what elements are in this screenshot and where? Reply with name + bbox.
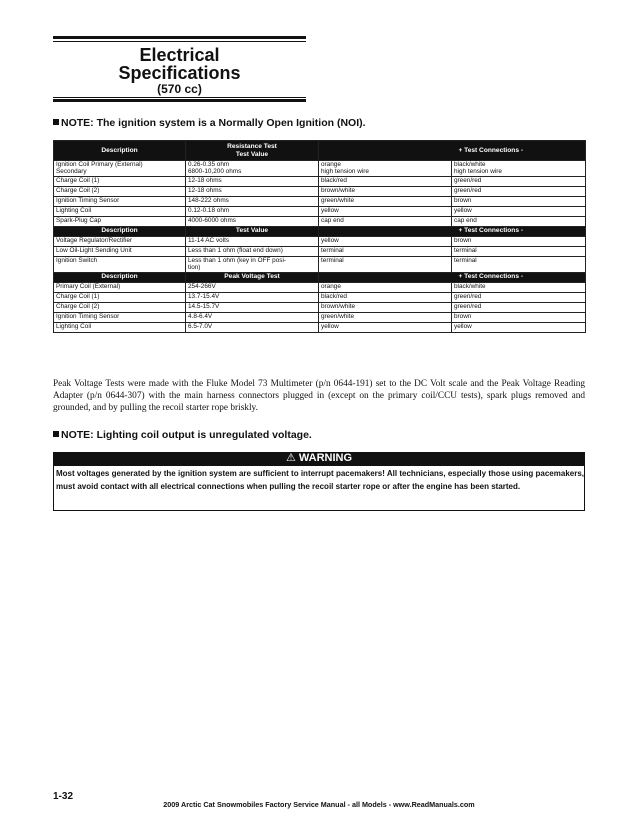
- table-cell: terminal: [452, 246, 586, 256]
- table-cell: 0.12-0.18 ohm: [186, 206, 319, 216]
- table-cell: yellow: [319, 236, 452, 246]
- table-cell: 12-18 ohms: [186, 176, 319, 186]
- electrical-spec-table: [53, 140, 586, 333]
- table-cell: Voltage Regulator/Rectifier: [54, 236, 186, 246]
- table-cell: Ignition Timing Sensor: [54, 196, 186, 206]
- table-header-cell: + Test Connections -: [319, 272, 586, 282]
- note-ignition: [53, 117, 366, 129]
- footer-text: 2009 Arctic Cat Snowmobiles Factory Service Manual - all Models - www.ReadManuals.com: [163, 800, 475, 809]
- table-cell: brown: [452, 196, 586, 206]
- table-header-row: [54, 272, 586, 282]
- table-cell: 148-222 ohms: [186, 196, 319, 206]
- note-lighting-coil-text: NOTE: Lighting coil output is unregulated voltage.: [61, 429, 312, 441]
- table-cell: cap end: [319, 216, 452, 226]
- table-cell: yellow: [319, 322, 452, 332]
- page-number: 1-32: [53, 791, 74, 802]
- table-cell: black/red: [319, 292, 452, 302]
- title-rule-bottom-thick: [53, 99, 306, 102]
- table-header-cell: Description: [54, 141, 186, 161]
- page-title-line2: Specifications: [118, 63, 241, 83]
- table-cell: green/red: [452, 186, 586, 196]
- table-row: [54, 322, 586, 332]
- table-cell: orange high tension wire: [319, 161, 452, 177]
- table-cell: brown/white: [319, 186, 452, 196]
- table-row: [54, 282, 586, 292]
- table-cell: Lighting Coil: [54, 206, 186, 216]
- table-row: [54, 196, 586, 206]
- table-header-cell: Description: [54, 226, 186, 236]
- table-cell: Charge Coil (2): [54, 186, 186, 196]
- table-row: [54, 292, 586, 302]
- table-row: [54, 236, 586, 246]
- table-cell: green/red: [452, 176, 586, 186]
- table-cell: green/red: [452, 292, 586, 302]
- title-rule-top-thick: [53, 36, 306, 39]
- table-header-cell: Test Value: [186, 226, 319, 236]
- table-row: [54, 186, 586, 196]
- table-cell: green/white: [319, 312, 452, 322]
- table-header-row: [54, 226, 586, 236]
- table-header-cell: Description: [54, 272, 186, 282]
- note-bullet-icon: [53, 431, 59, 437]
- table-cell: yellow: [452, 322, 586, 332]
- warning-text: Most voltages generated by the ignition system are sufficient to interrupt pacemakers! All technicians, especially those using pacemakers, must avoid contact with all electrical connections when pulling the recoil starter rope or after the engine has been started.: [56, 469, 584, 491]
- table-cell: Primary Coil (External): [54, 282, 186, 292]
- table-row: [54, 161, 586, 177]
- table-cell: green/white: [319, 196, 452, 206]
- warning-header: ⚠ WARNING: [53, 452, 585, 465]
- table-cell: Charge Coil (1): [54, 292, 186, 302]
- table-cell: 6.5-7.0V: [186, 322, 319, 332]
- table-cell: terminal: [452, 256, 586, 272]
- table-cell: cap end: [452, 216, 586, 226]
- table-cell: brown: [452, 312, 586, 322]
- title-rule-top-thin: [53, 41, 306, 42]
- table-cell: yellow: [319, 206, 452, 216]
- table-row: [54, 216, 586, 226]
- table-cell: Ignition Switch: [54, 256, 186, 272]
- table-cell: Spark-Plug Cap: [54, 216, 186, 226]
- table-cell: green/red: [452, 302, 586, 312]
- note-lighting-coil: [53, 429, 312, 441]
- table-header-cell: Peak Voltage Test: [186, 272, 319, 282]
- table-cell: Lighting Coil: [54, 322, 186, 332]
- table-row: [54, 312, 586, 322]
- note-ignition-text: NOTE: The ignition system is a Normally Open Ignition (NOI).: [61, 117, 366, 129]
- table-cell: 14.5-15.7V: [186, 302, 319, 312]
- page-title-line3: (570 cc): [157, 82, 202, 96]
- table-cell: 0.26-0.35 ohm 6800-10,200 ohms: [186, 161, 319, 177]
- table-cell: orange: [319, 282, 452, 292]
- table-cell: Less than 1 ohm (key in OFF posi- tion): [186, 256, 319, 272]
- table-cell: black/white high tension wire: [452, 161, 586, 177]
- table-row: [54, 256, 586, 272]
- table-row: [54, 246, 586, 256]
- table-cell: terminal: [319, 246, 452, 256]
- table-header-cell: + Test Connections -: [319, 141, 586, 161]
- table-cell: terminal: [319, 256, 452, 272]
- table-cell: 4.8-6.4V: [186, 312, 319, 322]
- table-cell: black/white: [452, 282, 586, 292]
- table-cell: 12-18 ohms: [186, 186, 319, 196]
- peak-voltage-paragraph: Peak Voltage Tests were made with the Fluke Model 73 Multimeter (p/n 0644-191) set to the DC Volt scale and the Peak Voltage Reading Adapter (p/n 0644-307) with the main harness connectors plugged in (except on the primary coil/CCU tests), spark plugs removed and grounded, and by pulling the recoil starter rope briskly.: [53, 379, 585, 414]
- title-rule-bottom-thin: [53, 97, 306, 98]
- table-header-cell: + Test Connections -: [319, 226, 586, 236]
- table-cell: black/red: [319, 176, 452, 186]
- table-cell: 11-14 AC volts: [186, 236, 319, 246]
- page-title-line1: Electrical: [139, 45, 220, 65]
- table-row: [54, 176, 586, 186]
- table-header-row: [54, 141, 586, 161]
- table-cell: 254-266V: [186, 282, 319, 292]
- table-cell: 13.7-15.4V: [186, 292, 319, 302]
- table-cell: brown: [452, 236, 586, 246]
- table-cell: yellow: [452, 206, 586, 216]
- table-row: [54, 302, 586, 312]
- table-cell: brown/white: [319, 302, 452, 312]
- table-cell: 4000-6000 ohms: [186, 216, 319, 226]
- table-cell: Charge Coil (2): [54, 302, 186, 312]
- table-row: [54, 206, 586, 216]
- table-cell: Charge Coil (1): [54, 176, 186, 186]
- table-cell: Ignition Coil Primary (External) Secondary: [54, 161, 186, 177]
- table-header-cell: Resistance Test Test Value: [186, 141, 319, 161]
- table-cell: Less than 1 ohm (float end down): [186, 246, 319, 256]
- note-bullet-icon: [53, 119, 59, 125]
- table-cell: Low Oil-Light Sending Unit: [54, 246, 186, 256]
- table-cell: Ignition Timing Sensor: [54, 312, 186, 322]
